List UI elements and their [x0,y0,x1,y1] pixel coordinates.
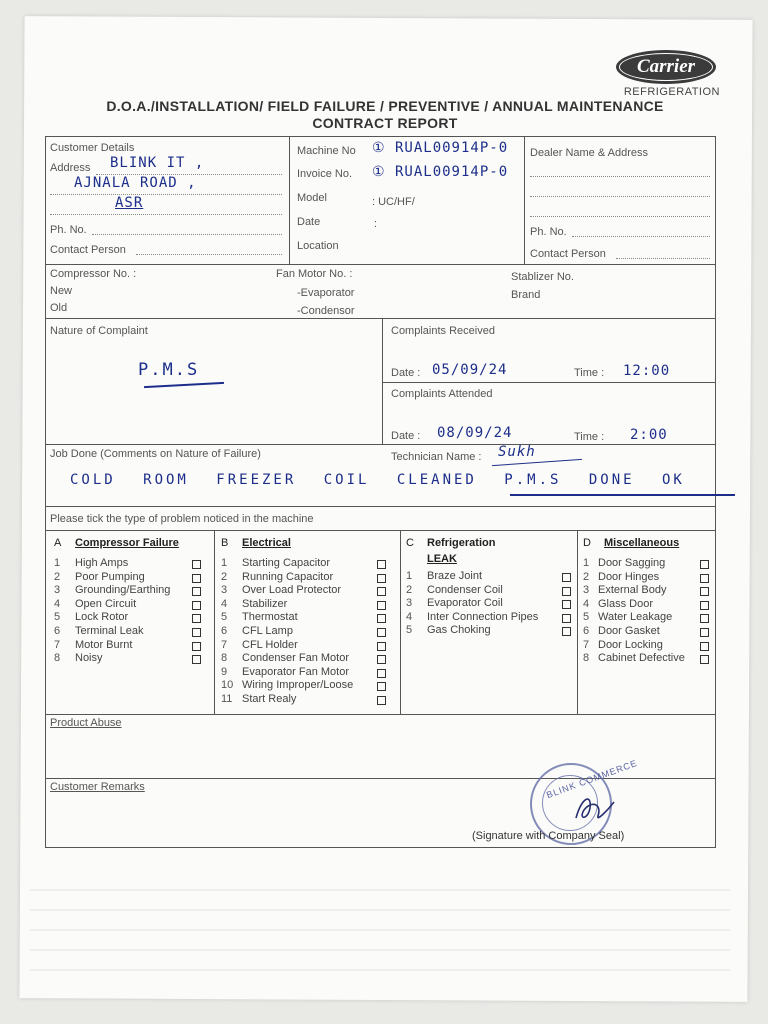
customer-signature-icon [568,790,618,830]
date-label: Date [297,216,321,228]
electrical-item-label: Wiring Improper/Loose [242,679,354,692]
miscellaneous-item-number: 4 [583,597,590,610]
nature-of-complaint-value: P.M.S [138,360,200,380]
job-done-label: Job Done (Comments on Nature of Failure) [50,448,261,460]
electrical-checkbox[interactable] [377,574,386,583]
miscellaneous-item-label: Door Sagging [598,557,666,569]
section-a-letter: A [54,537,62,549]
miscellaneous-item-label: Door Hinges [598,570,660,583]
electrical-checkbox[interactable] [377,560,386,569]
title-line-2: CONTRACT REPORT [312,115,458,131]
compressor-item-label: Terminal Leak [75,625,144,637]
compressor-new-label: New [50,285,73,297]
electrical-checkbox[interactable] [377,669,386,678]
miscellaneous-item-label: Glass Door [598,597,654,610]
electrical-checkbox[interactable] [377,696,386,705]
complaints-received-label: Complaints Received [391,325,495,337]
fan-motor-label: Fan Motor No. : [276,268,353,280]
miscellaneous-checkbox[interactable] [700,628,709,637]
compressor-item-label: High Amps [75,557,129,569]
dealer-label: Dealer Name & Address [530,147,648,159]
electrical-item-number: 11 [221,693,233,705]
refrigeration-leak-item-number: 1 [406,570,413,582]
electrical-checkbox[interactable] [377,655,386,664]
received-time-value: 12:00 [623,363,671,379]
miscellaneous-item-number: 3 [583,584,590,597]
compressor-item-number: 8 [54,652,61,665]
invoice-no-label: Invoice No. [297,168,353,180]
compressor-item-label: Poor Pumping [75,570,145,583]
report-title [40,98,730,132]
address-line-1: BLINK IT , [110,155,205,171]
miscellaneous-checkbox[interactable] [700,614,709,623]
attended-time-value: 2:00 [630,427,668,443]
compressor-item-number: 6 [54,625,61,637]
miscellaneous-checkbox[interactable] [700,587,709,596]
carrier-logo: Carrier [616,50,716,84]
miscellaneous-item-label: External Body [598,584,667,597]
compressor-old-label: Old [50,302,68,314]
refrigeration-leak-item-label: Inter Connection Pipes [427,610,539,623]
section-a-title: Compressor Failure [75,537,179,549]
compressor-item-number: 1 [54,557,61,569]
compressor-item-label: Open Circuit [75,597,137,610]
condensor-label: -Condensor [297,305,355,317]
customer-remarks-label: Customer Remarks [50,781,145,793]
seal-text: BLINK COMMERCE [545,757,639,801]
dealer-phone-label: Ph. No. [530,226,567,238]
refrigeration-leak-checkbox[interactable] [562,614,571,623]
miscellaneous-item-number: 7 [583,638,590,651]
miscellaneous-item-number: 5 [583,611,590,624]
refrigeration-leak-item-number: 3 [406,597,413,610]
model-value: : UC/HF/ [372,196,415,208]
compressor-checkbox[interactable] [192,601,201,610]
electrical-item-number: 2 [221,570,228,583]
phone-label: Ph. No. [50,224,87,236]
electrical-item-label: Thermostat [242,611,298,624]
received-date-value: 05/09/24 [432,362,508,378]
received-date-label: Date : [391,367,421,379]
electrical-item-number: 4 [221,597,228,610]
miscellaneous-checkbox[interactable] [700,601,709,610]
electrical-checkbox[interactable] [377,642,386,651]
electrical-item-label: Start Realy [242,693,297,705]
compressor-item-label: Lock Rotor [75,611,129,624]
compressor-checkbox[interactable] [192,560,201,569]
refrigeration-leak-item-label: Evaporator Coil [427,597,503,610]
evaporator-label: -Evaporator [297,287,355,299]
miscellaneous-checkbox[interactable] [700,560,709,569]
electrical-item-number: 5 [221,611,228,624]
address-line-2: AJNALA ROAD , [74,175,197,191]
refrigeration-leak-checkbox[interactable] [562,600,571,609]
compressor-checkbox[interactable] [192,628,201,637]
model-label: Model [297,192,327,204]
compressor-checkbox[interactable] [192,574,201,583]
refrigeration-leak-item-label: Braze Joint [427,570,483,582]
refrigeration-leak-item-number: 4 [406,610,413,623]
section-b-title: Electrical [242,537,291,549]
miscellaneous-checkbox[interactable] [700,655,709,664]
electrical-item-label: CFL Holder [242,638,298,651]
electrical-item-label: Evaporator Fan Motor [242,665,349,678]
miscellaneous-item-number: 8 [583,652,590,665]
attended-date-label: Date : [391,430,421,442]
electrical-item-number: 9 [221,665,228,678]
electrical-checkbox[interactable] [377,614,386,623]
miscellaneous-item-number: 1 [583,557,590,569]
electrical-item-number: 6 [221,625,228,637]
section-d-title: Miscellaneous [604,537,680,549]
refrigeration-leak-item-number: 2 [406,583,413,596]
electrical-item-number: 8 [221,652,228,665]
address-label: Address [50,162,91,174]
refrigeration-leak-checkbox[interactable] [562,587,571,596]
refrigeration-leak-item-label: Condenser Coil [427,583,503,596]
electrical-item-label: Over Load Protector [242,584,342,597]
miscellaneous-checkbox[interactable] [700,642,709,651]
technician-signature: Sukh [498,444,536,460]
miscellaneous-item-label: Door Locking [598,638,663,651]
section-c-title: Refrigeration [427,537,496,549]
section-d-letter: D [583,537,591,549]
compressor-item-number: 5 [54,611,61,624]
electrical-item-number: 3 [221,584,228,597]
contact-person-label: Contact Person [50,244,126,256]
compressor-no-label: Compressor No. : [50,268,137,280]
miscellaneous-item-label: Cabinet Defective [598,652,685,665]
location-label: Location [297,240,339,252]
miscellaneous-item-number: 2 [583,570,590,583]
nature-of-complaint-label: Nature of Complaint [50,325,148,337]
refrigeration-leak-item-label: Gas Choking [427,624,491,637]
miscellaneous-item-label: Water Leakage [598,611,673,624]
electrical-checkbox[interactable] [377,682,386,691]
compressor-item-number: 3 [54,584,61,597]
electrical-item-label: Condenser Fan Motor [242,652,349,665]
compressor-item-label: Noisy [75,652,103,665]
electrical-item-number: 7 [221,638,228,651]
machine-no-value: ① RUAL00914P-0 [372,140,509,156]
attended-time-label: Time : [574,431,605,443]
compressor-checkbox[interactable] [192,642,201,651]
stabilizer-label: Stablizer No. [511,271,574,283]
compressor-checkbox[interactable] [192,614,201,623]
electrical-item-number: 1 [221,557,228,569]
product-abuse-label: Product Abuse [50,717,122,729]
electrical-checkbox[interactable] [377,587,386,596]
compressor-item-number: 4 [54,597,61,610]
problem-instruction: Please tick the type of problem noticed in the machine [50,513,314,525]
invoice-no-value: ① RUAL00914P-0 [372,164,509,180]
electrical-item-label: Running Capacitor [242,570,334,583]
paper-ruled-lines [30,880,730,990]
electrical-checkbox[interactable] [377,628,386,637]
refrigeration-leak-checkbox[interactable] [562,627,571,636]
signature-label: (Signature with Company Seal) [472,830,625,842]
compressor-item-number: 7 [54,638,61,651]
machine-no-label: Machine No [297,145,356,157]
form-frame [45,136,716,848]
miscellaneous-item-number: 6 [583,625,590,637]
received-time-label: Time : [574,367,605,379]
section-b-letter: B [221,537,229,549]
job-comment: COLD ROOM FREEZER COIL CLEANED P.M.S DONE OK [70,472,685,488]
customer-details-label: Customer Details [50,142,135,154]
refrigeration-leak-checkbox[interactable] [562,573,571,582]
title-line-1: D.O.A./INSTALLATION/ FIELD FAILURE / PREVENTIVE / ANNUAL MAINTENANCE [106,98,664,114]
complaints-attended-label: Complaints Attended [391,388,493,400]
compressor-item-label: Motor Burnt [75,638,133,651]
compressor-item-label: Grounding/Earthing [75,584,171,597]
date-colon: : [374,218,378,230]
technician-label: Technician Name : [391,451,482,463]
brand-label: Brand [511,289,541,301]
electrical-item-label: Starting Capacitor [242,557,331,569]
attended-date-value: 08/09/24 [437,425,513,441]
miscellaneous-item-label: Door Gasket [598,625,660,637]
section-c-letter: C [406,537,414,549]
electrical-item-label: Stabilizer [242,597,288,610]
compressor-checkbox[interactable] [192,655,201,664]
brand-subtitle: REFRIGERATION [623,86,720,98]
address-line-3: ASR [115,195,144,211]
section-c-subtitle: LEAK [427,553,457,565]
electrical-checkbox[interactable] [377,601,386,610]
compressor-item-number: 2 [54,570,61,583]
dealer-contact-label: Contact Person [530,248,606,260]
electrical-item-label: CFL Lamp [242,625,293,637]
electrical-item-number: 10 [221,679,234,692]
refrigeration-leak-item-number: 5 [406,624,413,637]
compressor-checkbox[interactable] [192,587,201,596]
miscellaneous-checkbox[interactable] [700,574,709,583]
